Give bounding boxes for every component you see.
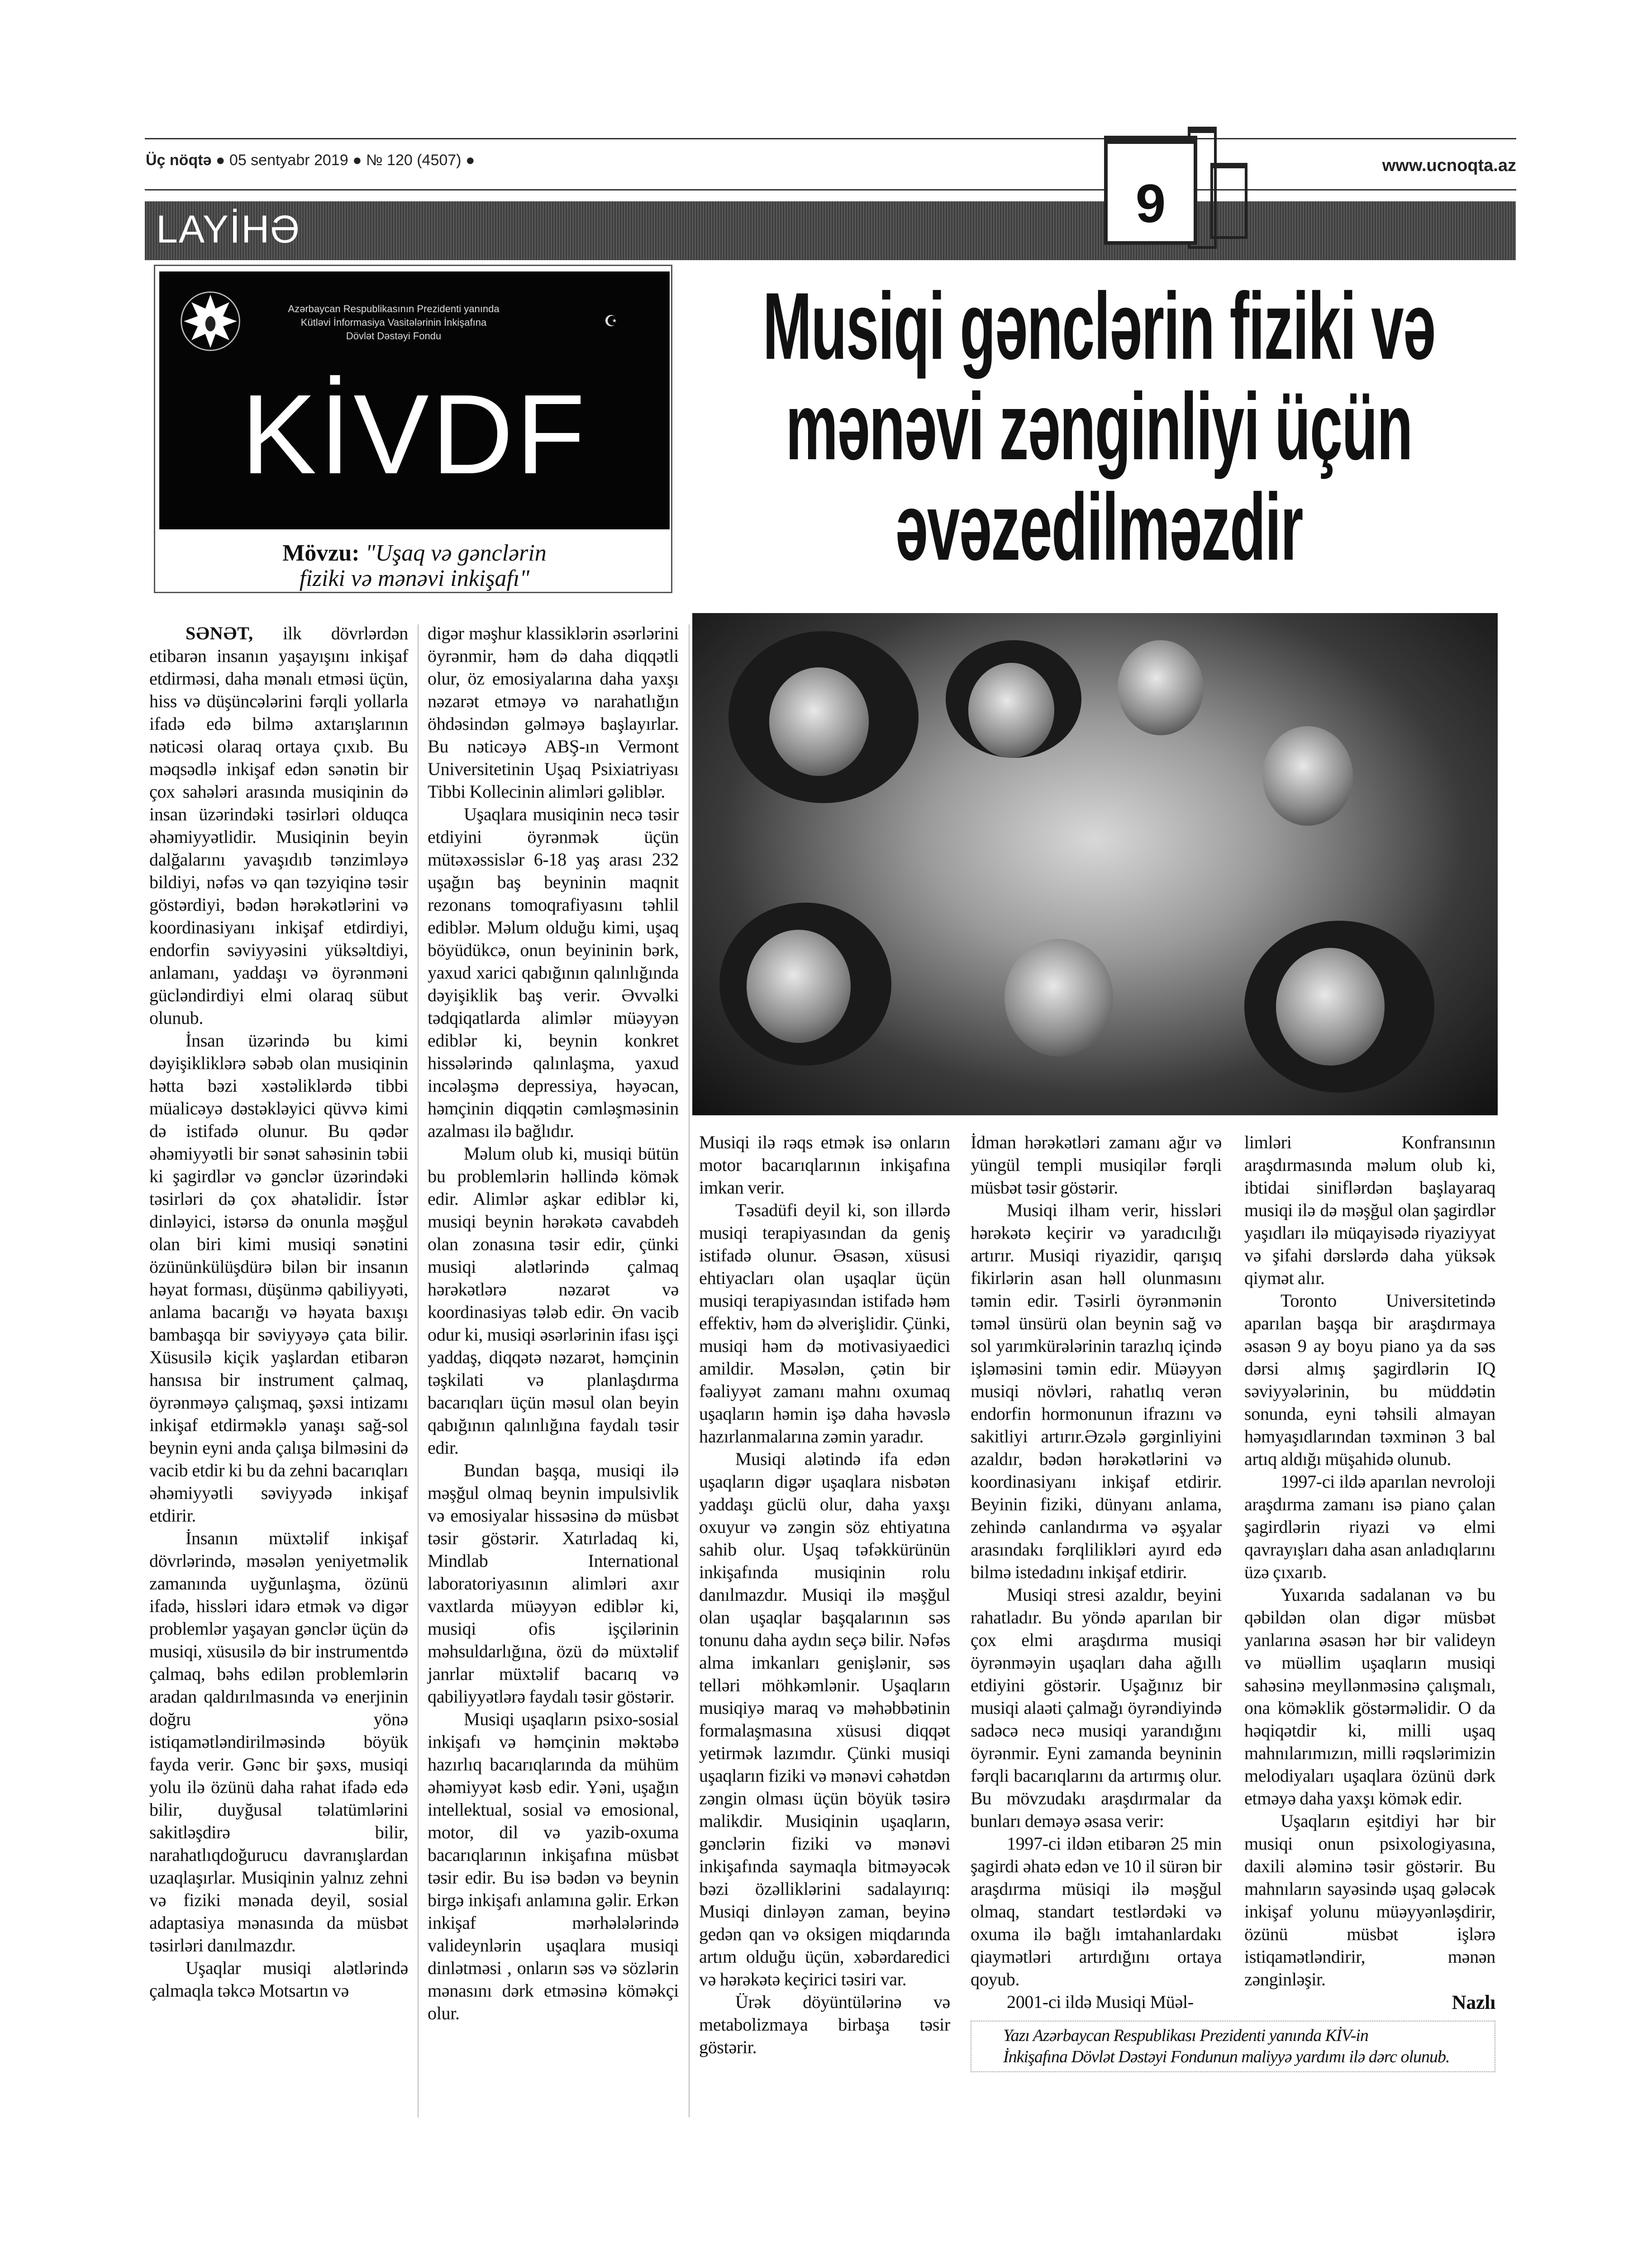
topic-text: "Uşaq və gənclərin: [365, 540, 547, 566]
headline-line: mənəvi zənginliyi üçün: [786, 373, 1412, 480]
article-paragraph: Təsadüfi deyil ki, son illərdə musiqi terapiyasından da geniş istifadə olunur. Əsasən, xüsusi ehtiyacları olan uşaqlar üçün musiqi terapiyasından istifadə həm effektiv, həm də əlverişlidir. Çünki, musiqi həm də motivasiyaedici amildir. Məsələn, çətin bir fəaliyyət zamanı mahnı oxumaq uşaqların həmin işə daha həvəslə hazırlanmalarına zəmin yaradır.: [699, 1200, 950, 1446]
right-columns: [971, 1131, 1495, 2014]
bullet-icon: ●: [215, 152, 225, 169]
section-label: LAYİHƏ: [156, 208, 300, 251]
header-bottom-rule: [145, 189, 1516, 190]
lead-word: SƏNƏT,: [186, 623, 253, 643]
article-paragraph: Musiqi alətində ifa edən uşaqların digər uşaqlara nisbətən yaddaşı güclü olur, daha yaxşı oxuyur və zəngin söz ehtiyatına sahib olur. Uşaq təfəkkürünün inkişafında musiqinin rolu danılmazdır. Musiqi ilə məşğul olan uşaqlar başqalarının səs tonunu daha aydın seçə bilir. Nəfəs alma imkanları genişlənir, səs telləri möhkəmlənir. Uşaqların musiqiyə maraq və məhəbbətinin formalaşmasına xüsusi diqqət yetirmək lazımdır. Çünki musiqi uşaqların fiziki və mənəvi cəhətdən zəngin olması üçün böyük təsirə malikdir. Musiqinin uşaqların, gənclərin fiziki və mənəvi inkişafında saymaqla bitməyəcək bəzi özəlliklərini sadalayırıq: Musiqi dinləyən zaman, beyinə gedən qan və oksigen miqdarında artım olduğu üçün, xəbərdaredici və hərəkətə keçirici təsiri var.: [699, 1449, 950, 1989]
logo-org-line: Kütləvi İnformasiya Vasitələrinin İnkişafına: [300, 317, 487, 328]
article-paragraph: İdman hərəkətləri zamanı ağır və yüngül templi musiqilər fərqli müsbət təsir göstərir.: [971, 1132, 1222, 1198]
article-paragraph: Məlum olub ki, musiqi bütün bu problemlərin həllində kömək edir. Alimlər aşkar ediblər ki, musiqi beynin hərəkətə cavabdeh olan zonasına təsir edir, çünki musiqi alətlərində çalmaq hərəkətlərə nəzarət və koordinasiyas tələb edir. Ən vacib odur ki, musiqi əsərlərinin ifası işçi yaddaş, diqqətə nəzarət, həmçinin təşkilati və planlaşdırma bacarıqları üçün məsul olan beyin qabığının qalınlığına faydalı təsir edir.: [428, 1143, 679, 1458]
article-paragraph: 1997-ci ildən etibarən 25 min şagirdi əhatə edən ve 10 il sürən bir araşdırma müsiqi ilə məşğul olmaq, standart testlərdəki və oxuma ilə bağlı imtahanlardakı qiaymətləri artırdığını ortaya qoyub.: [971, 1833, 1222, 1989]
masthead-info: [146, 152, 475, 169]
issue-number: № 120 (4507): [366, 152, 462, 169]
headline: [699, 273, 1500, 580]
article-paragraph: Yuxarıda sadalanan və bu qəbildən olan digər müsbət yanlarına əsasən hər bir valideyn və müəllim uşaqların musiqi sahəsinə meyllənməsinə çalışmalı, ona köməklik göstərməlidir. O da həqiqətdir ki, milli uşaq mahnılarımızın, milli rəqslərimizin melodiyaları uşaqlara özünü dərk etməyə daha yaxşı kömək edir.: [1244, 1584, 1495, 1808]
logo-organization-name: [240, 302, 547, 343]
issue-date: 05 sentyabr 2019: [229, 152, 348, 169]
paragraph-text: ilk dövrlərdən etibarən insanın yaşayışını inkişaf etdirməsi, daha mənalı etməsi üçün, hiss və düşüncələrini fərqli yollarla ifadə edə bilmə axtarışlarının nəticəsi olaraq ortaya çıxıb. Bu məqsədlə inkişaf edən sənətin bir çox sahələri arasında musiqinin də insan üzərindəki təsirləri olduqca əhəmiyyətlidir. Musiqinin beyin dalğalarını yavaşıdıb tənzimləyə bildiyi, nəfəs və qan təzyiqinə təsir göstərdiyi, bədən hərəkətlərini və koordinasiyanı inkişaf etdirdiyi, endorfin səviyyəsini yüksəltdiyi, anlamanı, yaddaşı və öyrənməni gücləndirdiyi elmi olaraq sübut olunub.: [149, 623, 408, 1028]
article-column-4: [971, 1131, 1222, 2014]
logo-org-line: Azərbaycan Respublikasının Prezidenti yanında: [288, 303, 500, 314]
article-paragraph: Musiqi uşaqların psixo-sosial inkişafı və həmçinin məktəbə hazırlıq bacarıqlarında da mühüm əhəmiyyət kəsb edir. Yəni, uşağın intellektual, sosial və emosional, motor, dil və yazib-oxuma bacarıqlarının inkişafına müsbət təsir edir. Bu isə bədən və beynin birgə inkişafı anlamına gəlir. Erkən inkişaf mərhələlərində valideynlərin uşaqlara musiqi dinlətməsi , onların səs və sözlərin mənasını dərk etməsinə köməkçi olur.: [428, 1709, 679, 2023]
article-paragraph: Ürək döyüntülərinə və metabolizmaya birbaşa təsir göstərir.: [699, 1992, 950, 2057]
article-paragraph: 2001-ci ildə Musiqi Müəl-: [1007, 1992, 1194, 2012]
article-paragraph: Musiqi ilham verir, hissləri hərəkətə keçirir və yaradıcılığı artırır. Musiqi riyazidir, qarışıq fikirlərin asan həll olunmasını təmin edir. Təsirli öyrənmənin təməl ünsürü olan beynin sağ və sol yarımkürələrinin tarazlıq içində işləməsini təmin edir. Müəyyən musiqi növləri, rahatlıq verən endorfin hormonunun ifrazını və sakitliyi artırır.Əzələ gərginliyini azaldır, bədən hərəkətlərini və koordinasiyanı inkişaf etdirir. Beyinin fiziki, dünyanı anlama, zehində canlandırma və əşyalar arasındakı fərqlilikləri ayırd edə bilmə istedadını inkişaf etdirir.: [971, 1200, 1222, 1582]
article-paragraph: Toronto Universitetində aparılan başqa bir araşdırmaya əsasən 9 ay boyu piano ya da səs dərsi almış şagirdlərin IQ səviyyələrinin, bu müddətin sonunda, eyni təhsili almayan həmyaşıdlarından təxminən 3 bal artıq aldığı müşahidə olunub.: [1244, 1290, 1495, 1469]
article-paragraph: limləri Konfransının araşdırmasında məlum olub ki, ibtidai siniflərdən başlayaraq musiqi ilə də məşğul olan şagirdlər yaşıdları ilə müqayisədə riyaziyyat və şifahi dərslərdə daha yüksək qiymət alır.: [1244, 1132, 1495, 1288]
website-link[interactable]: www.ucnoqta.az: [1382, 156, 1516, 175]
photo-face: [968, 663, 1054, 758]
crescent-star-icon: ☪: [604, 313, 618, 330]
column-divider: [418, 624, 419, 2117]
article-paragraph: İnsan üzərində bu kimi dəyişikliklərə səbəb olan musiqinin hətta bəzi xəstəliklərdə tibbi müalicəyə dəstəkləyici qüvvə kimi də istifadə olunur. Bu qədər əhəmiyyətli bir sənət sahəsinin təbii ki şagirdlər və gənclər üzərindəki təsirləri də çox əhatəlidir. İstər dinləyici, istərsə də onunla məşğul olan biri kimi musiqi sənətini özününkülüşdürə bilən bir insanın həyat forması, düşünmə qabiliyyəti, anlama bacarığı və həyata baxışı bambaşqa bir səviyyəyə çata bilir. Xüsusilə kiçik yaşlardan etibarən hansısa bir instrument çalmaq, öyrənməyə çalışmaq, şəxsi intizamı inkişaf etdirməklə yanaşı sağ-sol beynin eyni anda çalışa bilməsini də vacib etdir ki bu da zehni bacarıqları əhəmiyyətli səviyyədə inkişaf etdirir.: [149, 1030, 408, 1526]
photo-face: [1276, 948, 1385, 1066]
paper-name: Üç nöqtə: [146, 152, 212, 169]
logo-acronym: KİVDF: [241, 371, 588, 497]
header-top-rule: [145, 138, 1516, 139]
column-divider: [689, 624, 690, 2117]
photo-face: [747, 930, 851, 1043]
article-column-3: [699, 1131, 950, 2059]
decorative-square-icon: [1210, 163, 1247, 239]
photo-face: [1118, 640, 1204, 735]
article-paragraph: Musiqi ilə rəqs etmək isə onların motor bacarıqlarının inkişafına imkan verir.: [699, 1132, 950, 1198]
article-paragraph: Musiqi stresi azaldır, beyini rahatladır. Bu yöndə aparılan bir çox elmi araşdırma musiqi öyrənməyin uşaqları daha ağıllı etdiyini göstərir. Uşağınız bir musiqi alaəti çalmağı öyrəndiyində sadəcə necə musiqi yarandığını öyrənmir. Eyni zamanda beyninin fərqli bacarıqlarını da artırmış olur. Bu mövzudakı araşdırmalar da bunları deməyə əsasa verir:: [971, 1584, 1222, 1831]
article-paragraph: digər məşhur klassiklərin əsərlərini öyrənmir, həm də daha diqqətli olur, öz emosiyalarına daha yaxşı nəzarət etməyə və narahatlığın öhdəsindən gəlməyə başlayırlar. Bu nəticəyə ABŞ-ın Vermont Universitetinin Uşaq Psixiatriyası Tibbi Kollecinin alimləri gəliblər.: [428, 623, 679, 802]
article-photo: [692, 613, 1498, 1115]
article-paragraph: [149, 622, 408, 1029]
bullet-icon: ●: [465, 152, 475, 169]
topic-label: Mövzu:: [282, 540, 360, 566]
headline-line: əvəzedilməzdir: [895, 474, 1303, 580]
bullet-icon: ●: [352, 152, 362, 169]
photo-face: [1005, 939, 1113, 1056]
author-signature: Nazlı: [1452, 1991, 1495, 2013]
headline-line: Musiqi gənclərin fiziki və: [762, 273, 1435, 379]
article-paragraph: Uşaqların eşitdiyi hər bir musiqi onun psixologiyasına, daxili aləminə təsir göstərir. Bu mahnıların sayəsində uşaq gələcək inkişaf yolunu müəyyənləşdirir, özünü müsbət işlərə istiqamətləndirir, mənən zənginləşir.: [1244, 1811, 1495, 1989]
funding-note-line: Yazı Azərbaycan Respublikası Prezidenti yanında KİV-in: [1003, 2026, 1368, 2045]
article-paragraph: Bundan başqa, musiqi ilə məşğul olmaq beynin impulsivlik və emosiyalar hissəsinə də müsbət təsir göstərir. Xatırladaq ki, Mindlab International laboratoriyasının alimləri axır vaxtlarda müəyyən ediblər ki, musiqi ofis işçilərinin məhsuldarlığına, özü də müxtəlif janrlar müxtəlif bacarıq və qabiliyyətlərə faydalı təsir göstərir.: [428, 1460, 679, 1707]
article-paragraph: Uşaqlara musiqinin necə təsir etdiyini öyrənmək üçün mütəxəssislər 6-18 yaş arası 232 uşağın baş beyninin maqnit rezonans tomoqrafiyasını təhlil ediblər. Məlum olduğu kimi, uşaq böyüdükcə, onun beyininin bərk, yaxud xarici qabığının qalınlığında dəyişiklik baş verir. Əvvəlki tədqiqatlarda alimlər müəyyən ediblər ki, beynin konkret hissələrində qalınlaşma, yaxud incələşmə depressiya, həyəcan, həmçinin diqqətin cəmləşməsinin azalması ilə bağlıdır.: [428, 804, 679, 1141]
funding-note-box: [971, 2021, 1495, 2072]
article-column-1: [149, 622, 408, 2002]
logo-org-line: Dövlət Dəstəyi Fondu: [346, 330, 442, 342]
article-column-5: [1244, 1131, 1495, 2014]
article-column-2: [428, 622, 679, 2025]
section-band: [145, 201, 1516, 260]
azerbaijan-emblem-icon: [179, 290, 242, 353]
photo-face: [1262, 726, 1353, 826]
article-paragraph: İnsanın müxtəlif inkişaf dövrlərində, məsələn yeniyetməlik zamanında uyğunlaşma, özünü ifadə, hissləri idarə etmək və digər problemlər yaşayan gənclər üçün də musiqi, xüsusilə də bir instrumentdə çalmaq, bəhs edilən problemlərin aradan qaldırılmasında və enerjinin doğru yönə istiqamətləndirilməsində böyük fayda verir. Gənc bir şəxs, musiqi yolu ilə özünü daha rahat ifadə edə bilir, duyğusal təlatümlərini sakitləşdirə bilir, narahatlıqdoğurucu davranışlardan uzaqlaşırlar. Musiqinin yalnız zehni və fiziki mənada deyil, sosial adaptasiya mənasında da müsbət təsirləri danılmazdır.: [149, 1528, 408, 1955]
article-paragraph: 1997-ci ildə aparılan nevroloji araşdırma zamanı isə piano çalan şagirdlərin riyazi və elmi qavrayışları daha asan anladıqlarını üzə çıxarıb.: [1244, 1471, 1495, 1582]
right-columns-block: [971, 1131, 1495, 2072]
photo-face: [769, 667, 869, 776]
page-number: 9: [1135, 173, 1166, 234]
article-paragraph: Uşaqlar musiqi alətlərində çalmaqla təkcə Motsartın və: [149, 1958, 408, 2001]
topic-caption: [159, 541, 670, 591]
topic-text: fiziki və mənəvi inkişafı": [299, 566, 530, 591]
funding-note-line: İnkişafına Dövlət Dəstəyi Fondunun maliyyə yardımı ilə dərc olunub.: [1003, 2047, 1450, 2066]
